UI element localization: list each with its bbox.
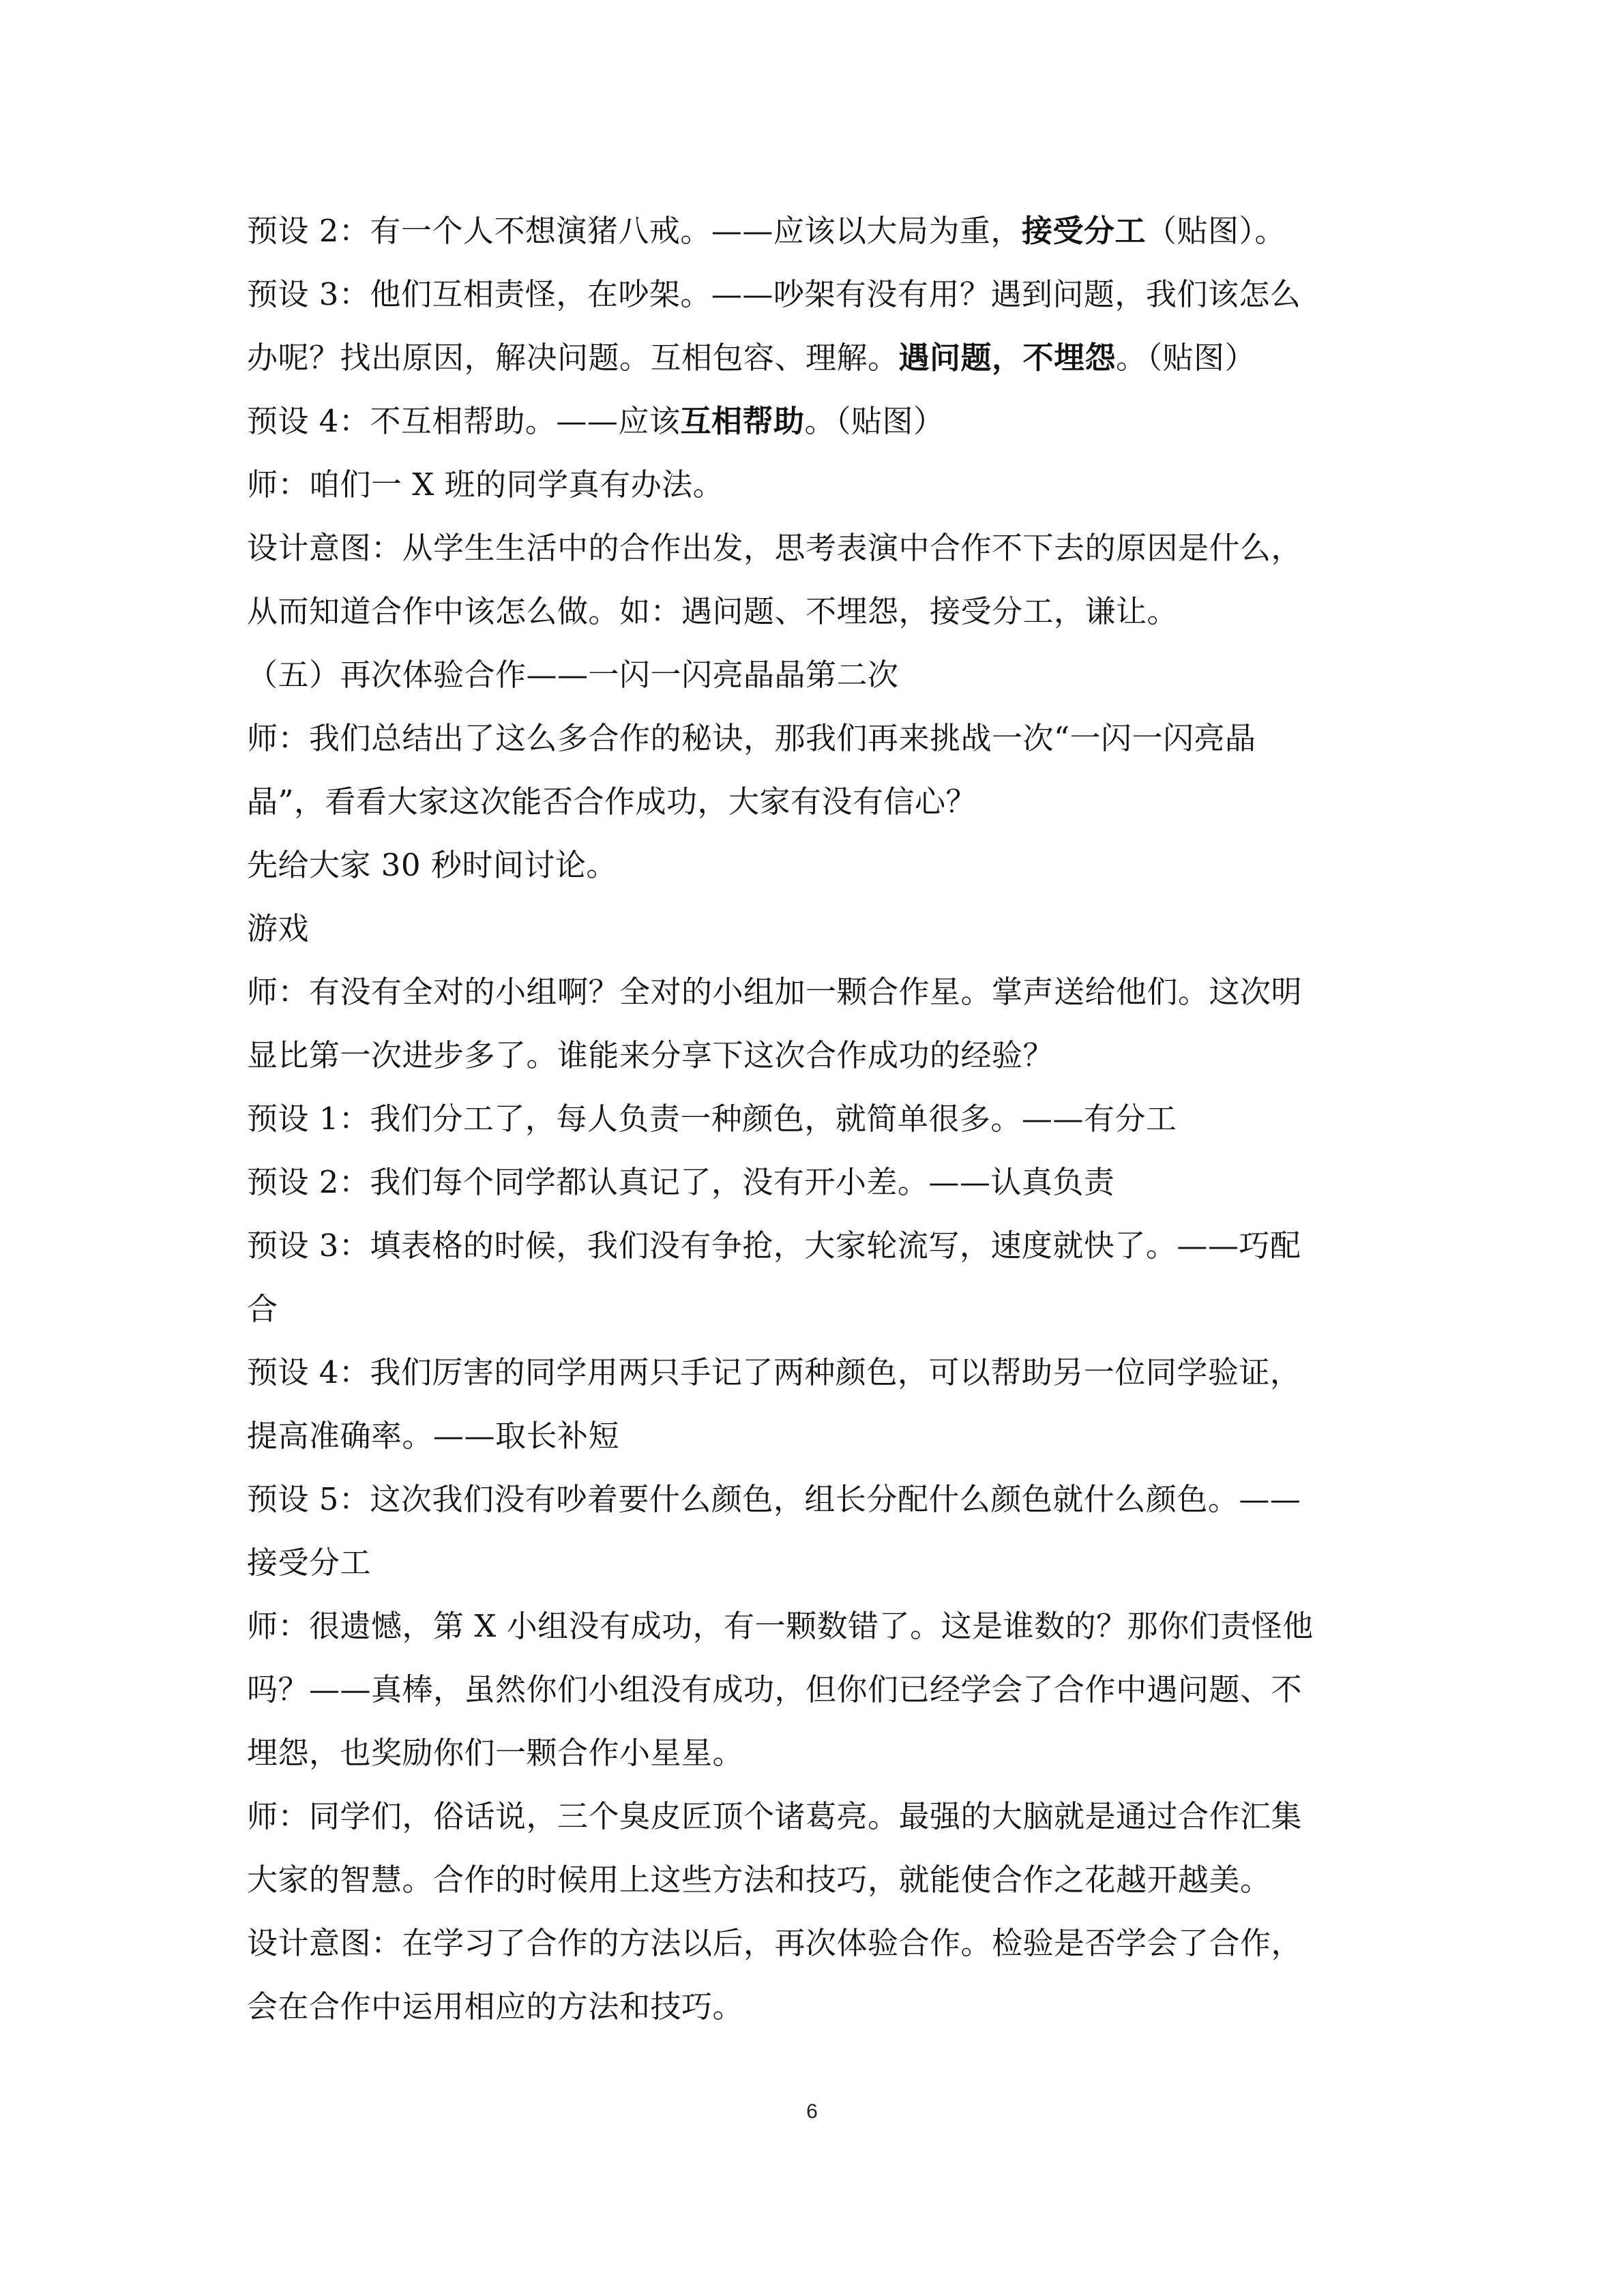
text-run: 提高准确率。——取长补短: [247, 1418, 620, 1454]
text-line: [247, 580, 1393, 643]
text-line: [247, 770, 1393, 833]
text-run: 办呢？找出原因，解决问题。互相包容、理解。: [247, 340, 899, 376]
bold-phrase: 接受分工: [1021, 213, 1146, 249]
text-run: 合: [247, 1291, 278, 1327]
text-run: （贴图）。: [1145, 213, 1286, 249]
text-line: [247, 833, 1393, 897]
text-line: [247, 643, 1393, 706]
text-run: 晶”，看看大家这次能否合作成功，大家有没有信心？: [247, 784, 977, 820]
text-run: 设计意图：在学习了合作的方法以后，再次体验合作。检验是否学会了合作，: [247, 1925, 1303, 1961]
text-run: 大家的智慧。合作的时候用上这些方法和技巧，就能使合作之花越开越美。: [247, 1862, 1271, 1898]
text-run: 预设 2：我们每个同学都认真记了，没有开小差。——认真负责: [247, 1164, 1115, 1200]
page-number: 6: [806, 2100, 818, 2123]
text-line: [247, 1087, 1393, 1150]
text-run: 师：我们总结出了这么多合作的秘诀，那我们再来挑战一次“一闪一闪亮晶: [247, 720, 1256, 756]
text-run: 游戏: [247, 910, 310, 946]
text-line: [247, 1024, 1393, 1087]
text-run: 预设 4：不互相帮助。——应该: [247, 403, 681, 439]
text-line: [247, 389, 1393, 453]
text-line: [247, 516, 1393, 580]
text-line: [247, 897, 1393, 960]
text-run: 先给大家 30 秒时间讨论。: [247, 847, 617, 883]
text-line: [247, 1594, 1393, 1658]
text-run: 接受分工: [247, 1545, 372, 1581]
text-line: [247, 1658, 1393, 1721]
text-run: 预设 5：这次我们没有吵着要什么颜色，组长分配什么颜色就什么颜色。——: [247, 1481, 1301, 1517]
text-line: [247, 453, 1393, 516]
text-run: 。（贴图）: [1116, 340, 1256, 376]
text-line: [247, 1277, 1393, 1341]
bold-phrase: 遇问题，不埋怨: [898, 340, 1117, 376]
text-run: 。（贴图）: [804, 403, 945, 439]
text-line: [247, 706, 1393, 770]
text-run: 埋怨，也奖励你们一颗合作小星星。: [247, 1735, 744, 1771]
text-run: （五）再次体验合作——一闪一闪亮晶晶第二次: [247, 657, 899, 693]
text-run: 吗？——真棒，虽然你们小组没有成功，但你们已经学会了合作中遇问题、不: [247, 1671, 1303, 1708]
text-run: 显比第一次进步多了。谁能来分享下这次合作成功的经验？: [247, 1037, 1054, 1073]
text-line: [247, 199, 1393, 263]
text-line: [247, 1467, 1393, 1531]
text-run: 师：有没有全对的小组啊？全对的小组加一颗合作星。掌声送给他们。这次明: [247, 974, 1303, 1010]
text-run: 会在合作中运用相应的方法和技巧。: [247, 1988, 744, 2025]
text-line: [247, 1911, 1393, 1975]
bold-phrase: 互相帮助: [680, 403, 805, 439]
text-line: [247, 1404, 1393, 1467]
text-run: 预设 2：有一个人不想演猪八戒。——应该以大局为重，: [247, 213, 1022, 249]
text-run: 预设 1：我们分工了，每人负责一种颜色，就简单很多。——有分工: [247, 1101, 1177, 1137]
text-line: [247, 1785, 1393, 1848]
document-body: [247, 199, 1393, 2038]
text-line: [247, 263, 1393, 326]
text-run: 预设 3：填表格的时候，我们没有争抢，大家轮流写，速度就快了。——巧配: [247, 1227, 1301, 1264]
text-run: 师：同学们，俗话说，三个臭皮匠顶个诸葛亮。最强的大脑就是通过合作汇集: [247, 1798, 1303, 1834]
text-line: [247, 1214, 1393, 1277]
text-line: [247, 326, 1393, 389]
text-run: 师：咱们一 X 班的同学真有办法。: [247, 466, 724, 503]
text-run: 师：很遗憾，第 X 小组没有成功，有一颗数错了。这是谁数的？那你们责怪他: [247, 1608, 1314, 1644]
text-run: 设计意图：从学生生活中的合作出发，思考表演中合作不下去的原因是什么，: [247, 530, 1303, 566]
text-line: [247, 1721, 1393, 1785]
text-run: 预设 3：他们互相责怪，在吵架。——吵架有没有用？遇到问题，我们该怎么: [247, 276, 1301, 312]
text-line: [247, 1150, 1393, 1214]
text-run: 从而知道合作中该怎么做。如：遇问题、不埋怨，接受分工，谦让。: [247, 593, 1179, 629]
text-line: [247, 1341, 1393, 1404]
text-line: [247, 1531, 1393, 1594]
text-line: [247, 1848, 1393, 1911]
text-line: [247, 1975, 1393, 2038]
text-line: [247, 960, 1393, 1024]
text-run: 预设 4：我们厉害的同学用两只手记了两种颜色，可以帮助另一位同学验证，: [247, 1354, 1301, 1390]
